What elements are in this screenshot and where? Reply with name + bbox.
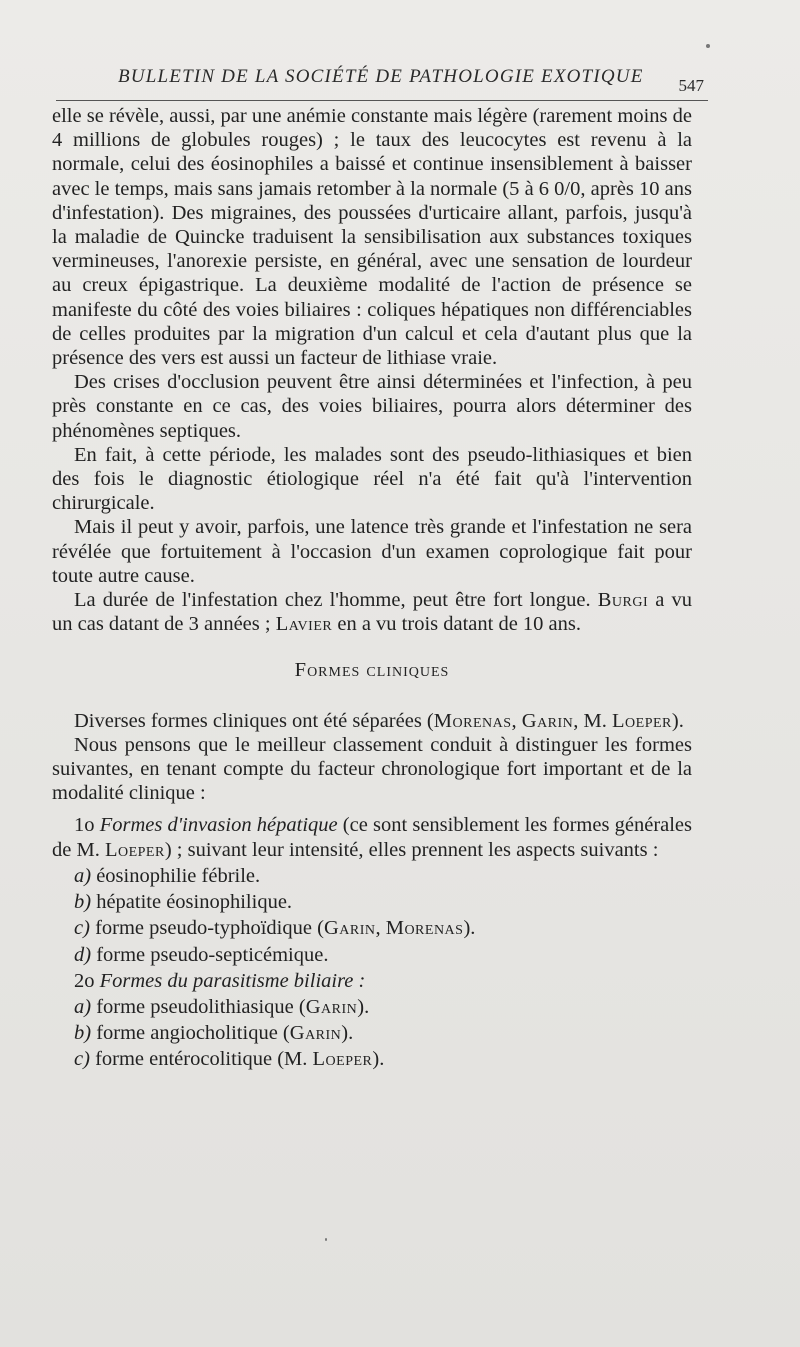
item-text: hépatite éosinophilique. [91, 891, 293, 914]
text-fragment: ). [341, 1022, 354, 1045]
page-header [56, 66, 708, 101]
page-body [52, 104, 692, 1074]
item-letter: c) [74, 1048, 90, 1071]
paper-speck [706, 44, 710, 48]
item-letter: c) [74, 917, 90, 940]
paragraph-pseudo-lithiasiques: En fait, à cette période, les malades sont des pseudo-lithiasiques et bien des fois le diagnostic étiologique réel n'a été fait qu'à l'intervention chirurgicale. [52, 443, 692, 515]
text-fragment: ). [357, 995, 370, 1018]
author-name: Loeper [104, 838, 165, 861]
list-item [52, 1021, 692, 1045]
author-name: Loeper [312, 1048, 373, 1071]
paper-speck [325, 1238, 327, 1241]
list-item [52, 890, 692, 914]
paragraph-latence: Mais il peut y avoir, parfois, une latence très grande et l'infestation ne sera révélée que fortuitement à l'occasion d'un examen coprologique fait pour toute autre cause. [52, 516, 692, 587]
group-title: Formes d'invasion hépatique [99, 814, 338, 837]
author-name: Garin [305, 995, 358, 1018]
text-fragment: ). [671, 709, 684, 732]
group-1-list [52, 864, 692, 967]
item-letter: a) [74, 995, 92, 1018]
page-number: 547 [678, 76, 704, 95]
item-letter: b) [74, 1022, 92, 1045]
text-fragment: , [375, 917, 386, 940]
item-letter: d) [74, 943, 92, 966]
text-fragment: ) ; suivant leur intensité, elles prennent les aspects suivants : [164, 838, 659, 861]
list-item [52, 864, 692, 888]
text-fragment: en a vu trois datant de 10 ans. [332, 613, 582, 636]
group-title: Formes du parasitisme biliaire : [99, 969, 366, 992]
list-item [52, 995, 692, 1019]
paragraph-duree [52, 588, 692, 636]
text-fragment: La durée de l'infestation chez l'homme, peut être fort longue. [74, 589, 598, 612]
item-text: éosinophilie fébrile. [91, 864, 261, 887]
text-fragment: ). [372, 1048, 385, 1071]
group-number: 2o [74, 969, 95, 992]
item-letter: a) [74, 864, 92, 887]
list-item [52, 943, 692, 967]
paragraph-classement: Nous pensons que le meilleur classement conduit à distinguer les formes suivantes, en tenant compte du facteur chronologique fort important et de la modalité clinique : [52, 733, 692, 805]
author-name: Morenas [385, 917, 464, 940]
author-name: Morenas [433, 709, 512, 732]
item-text: forme pseudo-septicémique. [91, 943, 329, 966]
item-text: forme pseudolithiasique ( [91, 995, 306, 1018]
paragraph-formes-intro [52, 709, 692, 733]
item-text: forme entérocolitique (M. [89, 1048, 313, 1071]
author-name: Loeper [612, 709, 672, 732]
paragraph-occlusion: Des crises d'occlusion peuvent être ainsi déterminées et l'infection, à peu près constante en ce cas, des voies biliaires, pourra alors déterminer des phénomènes septiques. [52, 371, 692, 442]
text-fragment: Diverses formes cliniques ont été séparées ( [74, 709, 434, 732]
author-name: Garin [323, 917, 376, 940]
list-item [52, 1047, 692, 1071]
text-fragment: ). [463, 917, 476, 940]
text-fragment: , [511, 709, 522, 732]
section-title: Formes cliniques [294, 659, 450, 682]
group-2-list [52, 995, 692, 1072]
text-fragment: a vu un cas datant de 3 années ; [52, 589, 692, 636]
author-name: Garin [289, 1022, 342, 1045]
group-1-intro [52, 813, 692, 861]
item-letter: b) [74, 891, 92, 914]
group-2-intro [52, 969, 692, 993]
item-text: forme pseudo-typhoïdique ( [89, 917, 324, 940]
paragraph-continuation: elle se révèle, aussi, par une anémie constante mais légère (rarement moins de 4 millions de globules rouges) ; le taux des leucocytes est revenu à la normale, celui des éosinophiles a baissé et continue insensiblement à baisser avec le temps, mais sans jamais retomber à la normale (5 à 6 0/0, après 10 ans d'infestation). Des migraines, des poussées d'urticaire allant, parfois, jusqu'à la maladie de Quincke traduisent la sensibilisation aux substances toxiques vermineuses, l'anorexie persiste, en général, avec une sensation de lourdeur au creux épigastrique. La deuxième modalité de l'action de présence se manifeste du côté des voies biliaires : coliques hépatiques non différenciables de celles produites par la migration d'un calcul et cela d'autant plus que la présence des vers est aussi un facteur de lithiase vraie. [52, 105, 692, 370]
group-number: 1o [74, 814, 95, 837]
running-title: BULLETIN DE LA SOCIÉTÉ DE PATHOLOGIE EXOTIQUE [118, 66, 644, 87]
author-name: Lavier [275, 613, 333, 636]
list-item [52, 916, 692, 940]
spacer [52, 805, 692, 813]
item-text: forme angiocholitique ( [91, 1022, 290, 1045]
author-name: Burgi [597, 589, 649, 612]
author-name: Garin [521, 709, 574, 732]
text-fragment: , M. [573, 709, 613, 732]
text-fragment: (ce sont sensiblement les formes générales de M. [52, 814, 693, 861]
